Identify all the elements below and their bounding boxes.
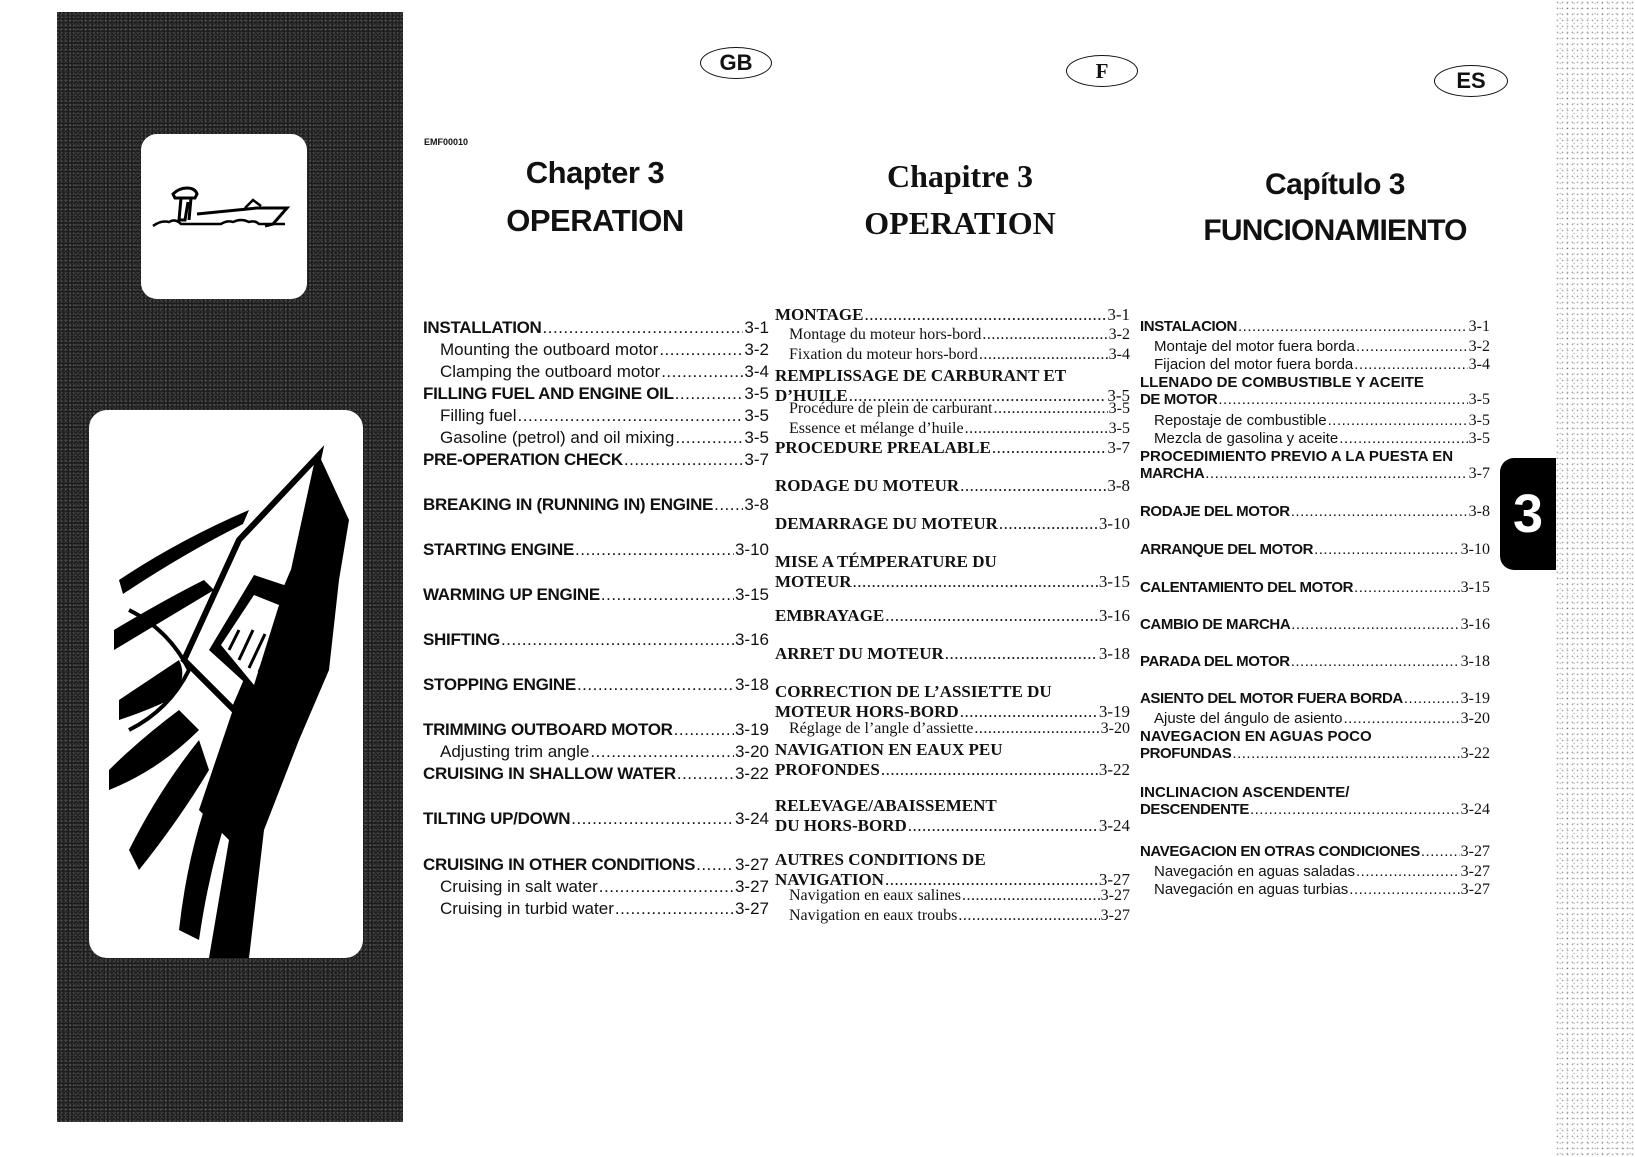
leader-dots (1354, 579, 1460, 596)
toc-entry-page: 3-20 (1100, 720, 1130, 737)
toc-entry-page: 3-5 (1468, 391, 1490, 408)
toc-entry-label: BREAKING IN (RUNNING IN) ENGINE (423, 495, 714, 514)
toc-entry (775, 720, 1130, 738)
toc-entry-label: Gasoline (petrol) and oil mixing (440, 428, 675, 447)
toc-entry-page: 3-1 (1468, 318, 1490, 335)
leader-dots (575, 540, 734, 560)
leader-dots (615, 899, 734, 919)
toc-entry (775, 644, 1130, 664)
toc-entry (423, 318, 769, 338)
leader-dots (1349, 881, 1459, 898)
leader-dots (599, 877, 734, 897)
toc-entry-page: 3-18 (1460, 653, 1490, 670)
toc-entry-page: 3-8 (744, 495, 769, 514)
toc-entry-page: 3-5 (1108, 400, 1130, 417)
toc-entry (1140, 728, 1490, 763)
toc-entry (775, 400, 1130, 418)
toc-entry (775, 438, 1130, 458)
toc-entry (775, 552, 1130, 592)
toc-entry-page: 3-10 (734, 540, 769, 559)
document-code: EMF00010 (424, 137, 469, 147)
toc-entry-page: 3-15 (734, 585, 769, 604)
toc-entry (775, 887, 1130, 905)
leader-dots (675, 384, 744, 404)
toc-entry-label: RODAGE DU MOTEUR (775, 476, 960, 495)
toc-entry-page: 3-8 (1468, 503, 1490, 520)
toc-entry-page: 3-5 (744, 428, 769, 447)
toc-entry-page: 3-27 (734, 877, 769, 896)
toc-entry-page: 3-5 (1468, 412, 1490, 429)
chapter-thumb-tab: 3 (1500, 458, 1556, 570)
toc-entry (1140, 374, 1490, 409)
toc-entry (1140, 881, 1490, 899)
toc-entry-label-line1: AUTRES CONDITIONS DE (775, 850, 986, 869)
leader-dots (1238, 318, 1468, 335)
toc-entry-page: 3-16 (1098, 606, 1130, 625)
toc-entry (775, 420, 1130, 438)
toc-entry-label-line1: RELEVAGE/ABAISSEMENT (775, 796, 997, 815)
leader-dots (1291, 503, 1468, 520)
toc-entry-label: Ajuste del ángulo de asiento (1154, 710, 1343, 727)
toc-entry-label-line2: DE MOTOR (1140, 391, 1218, 408)
toc-entry-label-line1: NAVIGATION EN EAUX PEU (775, 740, 1003, 759)
leader-dots (677, 764, 734, 784)
leader-dots (1328, 412, 1468, 429)
leader-dots (864, 305, 1106, 325)
toc-entry-page: 3-24 (1460, 801, 1490, 818)
toc-entry-label-line2: MARCHA (1140, 465, 1205, 482)
chapter-number: Chapitre 3 (886, 158, 1034, 194)
toc-entry-label: Cruising in salt water (440, 877, 598, 896)
toc-entry-page: 3-27 (1100, 887, 1130, 904)
toc-entry-label: ARRANQUE DEL MOTOR (1140, 541, 1314, 558)
page-edge (1556, 0, 1635, 1157)
toc-entry (1140, 579, 1490, 597)
toc-entry-page: 3-1 (744, 318, 769, 337)
toc-entry-page: 3-7 (1468, 465, 1490, 482)
toc-entry (1140, 710, 1490, 728)
chapter-number: Chapter 3 (525, 155, 665, 190)
toc-entry (775, 326, 1130, 344)
chapter-side-panel (57, 12, 403, 1122)
toc-entry (1140, 318, 1490, 336)
toc-entry-label: MONTAGE (775, 305, 864, 324)
leader-dots (518, 406, 744, 426)
toc-entry (775, 606, 1130, 626)
toc-entry-page: 3-18 (734, 675, 769, 694)
leader-dots (992, 438, 1106, 458)
toc-entry-page: 3-27 (1100, 907, 1130, 924)
toc-entry-page: 3-16 (734, 630, 769, 649)
toc-entry-label: Mezcla de gasolina y aceite (1154, 430, 1339, 447)
toc-entry-label-line2: DESCENDENTE (1140, 801, 1249, 818)
toc-entry (423, 877, 769, 897)
language-badge-es: ES (1434, 65, 1508, 97)
chapter-title-f (830, 158, 1090, 242)
leader-dots (1250, 801, 1460, 818)
toc-entry (423, 495, 769, 515)
leader-dots (624, 450, 744, 470)
toc-entry-label-line2: MOTEUR HORS-BORD (775, 702, 959, 721)
leader-dots (1404, 690, 1460, 707)
toc-entry (423, 675, 769, 695)
toc-entry (775, 476, 1130, 496)
leader-dots (881, 760, 1098, 780)
toc-entry-label: STOPPING ENGINE (423, 675, 576, 694)
toc-entry (775, 850, 1130, 890)
leader-dots (960, 702, 1098, 722)
toc-entry-page: 3-22 (1460, 745, 1490, 762)
leader-dots (661, 362, 743, 382)
toc-entry-page: 3-27 (1460, 863, 1490, 880)
toc-entry-page: 3-5 (1468, 430, 1490, 447)
toc-entry-label: Montage du moteur hors-bord (789, 326, 982, 343)
toc-entry-page: 3-8 (1107, 476, 1130, 495)
leader-dots (543, 318, 744, 338)
toc-entry (423, 540, 769, 560)
toc-entry (775, 514, 1130, 534)
toc-entry (1140, 541, 1490, 559)
toc-entry-label: Clamping the outboard motor (440, 362, 661, 381)
toc-entry-label-line2: DU HORS-BORD (775, 816, 907, 835)
toc-entry-page: 3-16 (1460, 616, 1490, 633)
toc-entry (423, 450, 769, 470)
toc-entry-page: 3-22 (734, 764, 769, 783)
toc-entry-label: Procédure de plein de carburant (789, 400, 993, 417)
leader-dots (1291, 653, 1460, 670)
toc-entry-label: ARRET DU MOTEUR (775, 644, 944, 663)
leader-dots (960, 476, 1106, 496)
leader-dots (674, 720, 734, 740)
toc-entry (1140, 503, 1490, 521)
toc-entry-label: Fixation du moteur hors-bord (789, 346, 978, 363)
speedboat-image (89, 410, 363, 958)
toc-entry (423, 585, 769, 605)
toc-entry-page: 3-1 (1107, 305, 1130, 324)
leader-dots (945, 644, 1098, 664)
toc-entry-label: Adjusting trim angle (440, 742, 590, 761)
toc-entry-page: 3-15 (1098, 572, 1130, 591)
operation-chapter-icon-card (141, 134, 307, 299)
toc-entry-label: Navigation en eaux troubs (789, 907, 958, 924)
toc-entry-label: Navegación en aguas turbias (1154, 881, 1349, 898)
toc-entry (1140, 653, 1490, 671)
toc-entry-label: STARTING ENGINE (423, 540, 575, 559)
toc-entry (1140, 430, 1490, 448)
toc-entry (1140, 338, 1490, 356)
toc-entry-label-line2: NAVIGATION (775, 870, 884, 889)
toc-entry-page: 3-27 (1460, 881, 1490, 898)
toc-entry-label: CRUISING IN SHALLOW WATER (423, 764, 676, 783)
toc-entry-page: 3-4 (1468, 356, 1490, 373)
toc-entry (1140, 843, 1490, 861)
leader-dots (1354, 356, 1467, 373)
leader-dots (659, 340, 743, 360)
toc-entry-page: 3-10 (1098, 514, 1130, 533)
toc-entry (423, 742, 769, 762)
leader-dots (1421, 843, 1460, 860)
toc-entry (423, 809, 769, 829)
language-badge-f: F (1066, 55, 1138, 87)
toc-entry-page: 3-24 (734, 809, 769, 828)
toc-entry-label: Mounting the outboard motor (440, 340, 659, 359)
leader-dots (1356, 863, 1460, 880)
toc-entry (775, 682, 1130, 722)
toc-entry-page: 3-10 (1460, 541, 1490, 558)
leader-dots (601, 585, 734, 605)
toc-entry-page: 3-4 (744, 362, 769, 381)
toc-entry-page: 3-2 (744, 340, 769, 359)
boat-icon (141, 134, 307, 299)
toc-entry-label: FILLING FUEL AND ENGINE OIL (423, 384, 674, 403)
toc-entry-label: EMBRAYAGE (775, 606, 885, 625)
leader-dots (982, 326, 1107, 344)
toc-entry (775, 305, 1130, 325)
toc-entry-label: Montaje del motor fuera borda (1154, 338, 1355, 355)
toc-entry-page: 3-19 (734, 720, 769, 739)
toc-entry-page: 3-7 (1107, 438, 1130, 457)
toc-entry-label: Navigation en eaux salines (789, 887, 961, 904)
toc-entry-label-line2: PROFUNDAS (1140, 745, 1232, 762)
toc-entry-label: SHIFTING (423, 630, 500, 649)
toc-entry-label: Repostaje de combustible (1154, 412, 1327, 429)
leader-dots (999, 514, 1098, 534)
toc-entry-page: 3-2 (1108, 326, 1130, 343)
speedboat-illustration (89, 410, 363, 958)
leader-dots (1339, 430, 1467, 447)
toc-entry (1140, 784, 1490, 819)
toc-entry-page: 3-20 (1460, 710, 1490, 727)
leader-dots (962, 887, 1100, 905)
toc-entry (423, 630, 769, 650)
toc-entry (775, 740, 1130, 780)
toc-entry-page: 3-5 (744, 406, 769, 425)
toc-entry-label: INSTALACION (1140, 318, 1237, 335)
toc-entry (423, 340, 769, 360)
toc-entry (423, 406, 769, 426)
toc-entry (423, 362, 769, 382)
toc-entry (1140, 690, 1490, 708)
leader-dots (1205, 465, 1467, 482)
toc-entry-label: CAMBIO DE MARCHA (1140, 616, 1291, 633)
toc-entry-page: 3-15 (1460, 579, 1490, 596)
toc-entry-page: 3-27 (734, 855, 769, 874)
toc-entry-page: 3-20 (734, 742, 769, 761)
toc-entry (423, 720, 769, 740)
chapter-name: FUNCIONAMIENTO (1203, 214, 1467, 247)
leader-dots (1291, 616, 1459, 633)
toc-entry-page: 3-2 (1468, 338, 1490, 355)
leader-dots (993, 400, 1107, 418)
leader-dots (885, 606, 1098, 626)
toc-entry (423, 384, 769, 404)
toc-entry-label-line2: PROFONDES (775, 760, 880, 779)
toc-entry-page: 3-5 (1108, 420, 1130, 437)
leader-dots (1343, 710, 1459, 727)
toc-entry-label-line2: D’HUILE (775, 386, 848, 405)
chapter-name: OPERATION (864, 205, 1056, 241)
toc-entry-page: 3-27 (1460, 843, 1490, 860)
toc-entry (1140, 448, 1490, 483)
toc-entry-label: Cruising in turbid water (440, 899, 614, 918)
toc-entry-page: 3-19 (1098, 702, 1130, 721)
toc-entry-label: PARADA DEL MOTOR (1140, 653, 1290, 670)
chapter-number: Capítulo 3 (1264, 168, 1405, 201)
leader-dots (853, 572, 1098, 592)
toc-entry-label: CRUISING IN OTHER CONDITIONS (423, 855, 696, 874)
toc-entry (1140, 616, 1490, 634)
toc-entry (423, 428, 769, 448)
leader-dots (714, 495, 743, 515)
toc-entry-label: WARMING UP ENGINE (423, 585, 600, 604)
leader-dots (590, 742, 734, 762)
toc-entry-page: 3-22 (1098, 760, 1130, 779)
toc-entry-label: TILTING UP/DOWN (423, 809, 571, 828)
toc-entry-label: NAVEGACION EN OTRAS CONDICIONES (1140, 843, 1420, 860)
toc-entry-label: Fijacion del motor fuera borda (1154, 356, 1354, 373)
leader-dots (1314, 541, 1460, 558)
chapter-title-es (1180, 168, 1490, 248)
leader-dots (501, 630, 734, 650)
toc-entry-label-line1: INCLINACION ASCENDENTE/ (1140, 784, 1350, 801)
leader-dots (974, 720, 1099, 738)
toc-entry (775, 907, 1130, 925)
toc-entry (775, 796, 1130, 836)
toc-entry-label-line1: REMPLISSAGE DE CARBURANT ET (775, 366, 1067, 385)
toc-entry (423, 855, 769, 875)
leader-dots (1232, 745, 1459, 762)
leader-dots (908, 816, 1098, 836)
toc-entry-label: TRIMMING OUTBOARD MOTOR (423, 720, 673, 739)
toc-entry-label-line1: NAVEGACION EN AGUAS POCO (1140, 728, 1372, 745)
toc-entry (1140, 412, 1490, 430)
toc-entry-label: INSTALLATION (423, 318, 542, 337)
leader-dots (571, 809, 734, 829)
toc-entry-label: PRE-OPERATION CHECK (423, 450, 623, 469)
toc-entry (423, 764, 769, 784)
toc-entry-label: DEMARRAGE DU MOTEUR (775, 514, 998, 533)
leader-dots (1356, 338, 1468, 355)
toc-entry-page: 3-5 (1107, 386, 1130, 405)
leader-dots (1218, 391, 1467, 408)
toc-entry (1140, 863, 1490, 881)
toc-entry-label: Réglage de l’angle d’assiette (789, 720, 974, 737)
toc-entry-label: CALENTAMIENTO DEL MOTOR (1140, 579, 1354, 596)
toc-entry (423, 899, 769, 919)
toc-entry-label: PROCEDURE PREALABLE (775, 438, 991, 457)
toc-entry-page: 3-7 (744, 450, 769, 469)
toc-entry-label: ASIENTO DEL MOTOR FUERA BORDA (1140, 690, 1403, 707)
toc-entry-page: 3-19 (1460, 690, 1490, 707)
toc-entry-label: Essence et mélange d’huile (789, 420, 964, 437)
toc-entry (1140, 356, 1490, 374)
chapter-name: OPERATION (506, 203, 684, 238)
leader-dots (965, 420, 1108, 438)
toc-entry-label: Navegación en aguas saladas (1154, 863, 1355, 880)
toc-entry-page: 3-24 (1098, 816, 1130, 835)
leader-dots (577, 675, 734, 695)
toc-entry-label-line2: MOTEUR (775, 572, 852, 591)
language-badge-gb: GB (700, 47, 772, 79)
leader-dots (979, 346, 1108, 364)
leader-dots (675, 428, 743, 448)
toc-entry-label: RODAJE DEL MOTOR (1140, 503, 1290, 520)
leader-dots (696, 855, 734, 875)
toc-entry-label-line1: LLENADO DE COMBUSTIBLE Y ACEITE (1140, 374, 1424, 391)
toc-entry-page: 3-27 (734, 899, 769, 918)
toc-entry-page: 3-18 (1098, 644, 1130, 663)
toc-entry-label-line1: CORRECTION DE L’ASSIETTE DU (775, 682, 1052, 701)
toc-entry (775, 346, 1130, 364)
chapter-title-gb (470, 155, 720, 239)
toc-entry-label-line1: MISE A TÉMPERATURE DU (775, 552, 997, 571)
toc-entry-label: Filling fuel (440, 406, 517, 425)
toc-entry-page: 3-5 (744, 384, 769, 403)
toc-entry-page: 3-4 (1108, 346, 1130, 363)
toc-entry-label-line1: PROCEDIMIENTO PREVIO A LA PUESTA EN (1140, 448, 1454, 465)
leader-dots (958, 907, 1099, 925)
toc-entry-page: 3-27 (1098, 870, 1130, 889)
